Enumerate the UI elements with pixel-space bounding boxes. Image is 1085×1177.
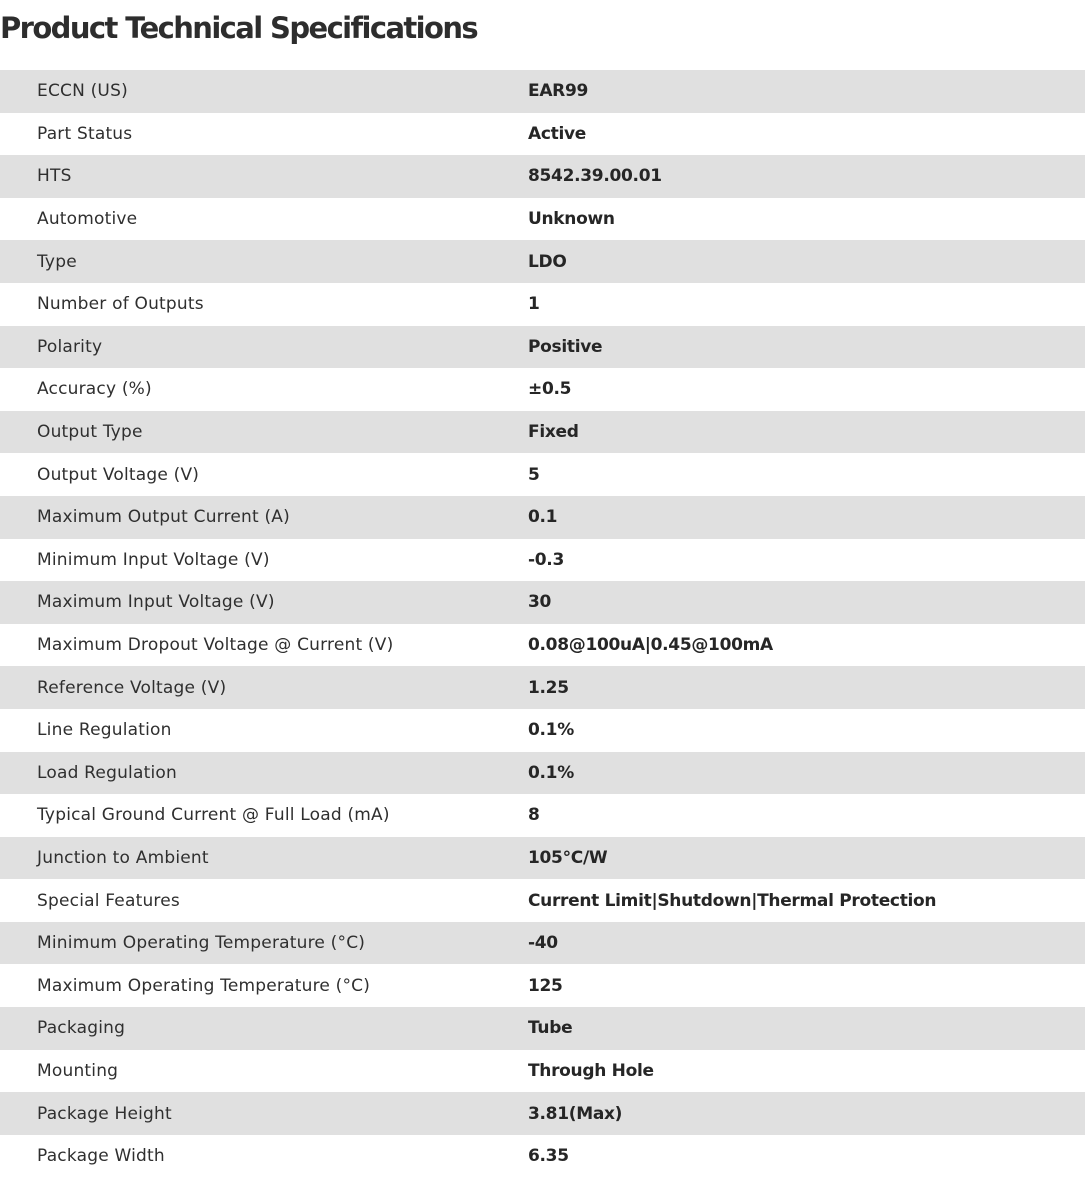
spec-label: Package Height <box>37 1103 172 1124</box>
spec-row <box>0 752 1085 795</box>
spec-row <box>0 879 1085 922</box>
spec-row <box>0 539 1085 582</box>
spec-row <box>0 624 1085 667</box>
spec-label: Output Type <box>37 422 143 443</box>
spec-row <box>0 368 1085 411</box>
spec-value: 5 <box>528 464 540 485</box>
spec-label: Automotive <box>37 209 138 230</box>
page-title: Product Technical Specifications <box>0 11 478 45</box>
spec-value: Fixed <box>528 422 579 443</box>
spec-label: Typical Ground Current @ Full Load (mA) <box>37 805 390 826</box>
spec-value: 6.35 <box>528 1146 569 1167</box>
spec-row <box>0 1050 1085 1093</box>
spec-row <box>0 922 1085 965</box>
spec-row <box>0 964 1085 1007</box>
spec-value: Positive <box>528 336 603 357</box>
spec-row <box>0 581 1085 624</box>
spec-value: 8542.39.00.01 <box>528 166 662 187</box>
spec-table <box>0 70 1085 1177</box>
spec-label: Maximum Input Voltage (V) <box>37 592 275 613</box>
spec-label: Part Status <box>37 123 133 144</box>
spec-value: Through Hole <box>528 1060 654 1081</box>
spec-label: Special Features <box>37 890 180 911</box>
spec-row <box>0 198 1085 241</box>
spec-row <box>0 496 1085 539</box>
spec-row <box>0 1092 1085 1135</box>
spec-row <box>0 837 1085 880</box>
spec-value: 3.81(Max) <box>528 1103 623 1124</box>
spec-label: Package Width <box>37 1146 165 1167</box>
spec-row <box>0 453 1085 496</box>
spec-row <box>0 155 1085 198</box>
spec-value: -40 <box>528 933 558 954</box>
spec-label: ECCN (US) <box>37 81 128 102</box>
spec-value: Current Limit|Shutdown|Thermal Protection <box>528 890 937 911</box>
spec-value: 0.1 <box>528 507 558 528</box>
spec-value: -0.3 <box>528 549 564 570</box>
spec-label: Maximum Output Current (A) <box>37 507 290 528</box>
spec-label: Output Voltage (V) <box>37 464 200 485</box>
spec-row <box>0 1007 1085 1050</box>
spec-value: ±0.5 <box>528 379 572 400</box>
spec-value: 0.1% <box>528 762 574 783</box>
spec-value: 105°C/W <box>528 847 608 868</box>
spec-value: 0.1% <box>528 720 574 741</box>
spec-label: Type <box>37 251 77 272</box>
spec-label: Junction to Ambient <box>37 847 209 868</box>
spec-value: EAR99 <box>528 81 589 102</box>
spec-value: Active <box>528 123 586 144</box>
spec-value: 8 <box>528 805 540 826</box>
spec-value: Tube <box>528 1018 573 1039</box>
spec-row <box>0 70 1085 113</box>
spec-value: 1.25 <box>528 677 569 698</box>
spec-row <box>0 326 1085 369</box>
spec-label: Line Regulation <box>37 720 172 741</box>
spec-label: Reference Voltage (V) <box>37 677 227 698</box>
spec-row <box>0 283 1085 326</box>
spec-value: 125 <box>528 975 563 996</box>
spec-label: Packaging <box>37 1018 126 1039</box>
spec-label: Load Regulation <box>37 762 177 783</box>
spec-label: Minimum Operating Temperature (°C) <box>37 933 366 954</box>
spec-value: 30 <box>528 592 552 613</box>
spec-row <box>0 1135 1085 1177</box>
spec-label: Accuracy (%) <box>37 379 152 400</box>
spec-row <box>0 240 1085 283</box>
spec-label: Maximum Dropout Voltage @ Current (V) <box>37 635 394 656</box>
spec-label: Maximum Operating Temperature (°C) <box>37 975 371 996</box>
spec-label: Minimum Input Voltage (V) <box>37 549 270 570</box>
spec-label: Number of Outputs <box>37 294 204 315</box>
spec-label: HTS <box>37 166 72 187</box>
spec-row <box>0 411 1085 454</box>
spec-row <box>0 794 1085 837</box>
spec-value: 1 <box>528 294 540 315</box>
spec-value: Unknown <box>528 209 615 230</box>
spec-label: Polarity <box>37 336 103 357</box>
spec-row <box>0 666 1085 709</box>
spec-row <box>0 709 1085 752</box>
spec-value: LDO <box>528 251 567 272</box>
spec-row <box>0 113 1085 156</box>
spec-value: 0.08@100uA|0.45@100mA <box>528 635 773 656</box>
spec-label: Mounting <box>37 1060 119 1081</box>
